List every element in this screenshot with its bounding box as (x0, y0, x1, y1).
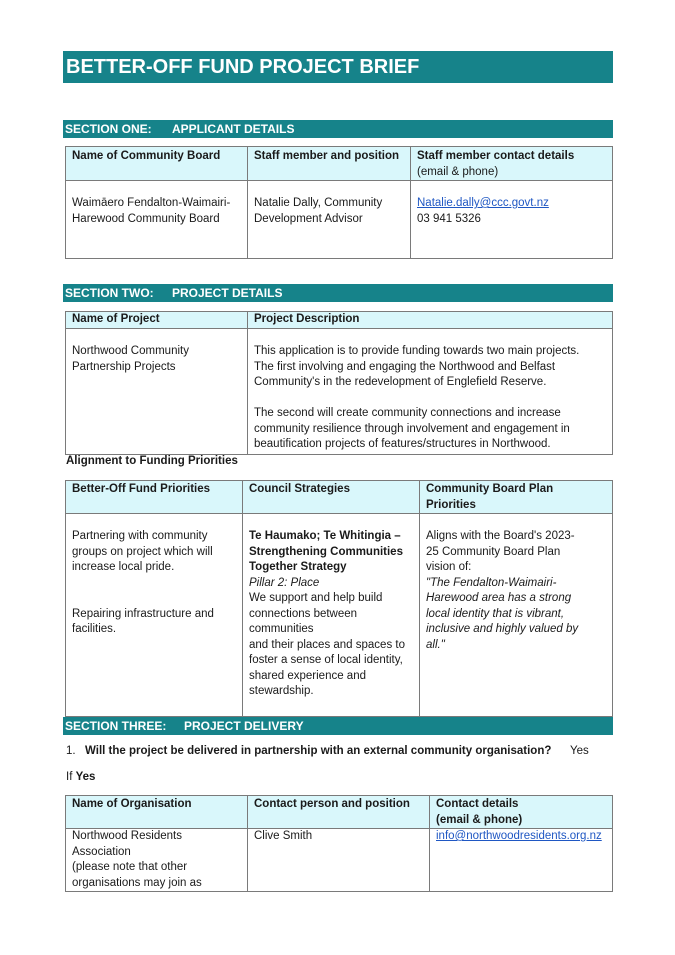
section-one-number: SECTION ONE: (65, 122, 152, 136)
header-fund-priorities: Better-Off Fund Priorities (66, 481, 243, 514)
question-number: 1. (66, 745, 76, 757)
strategy-line: stewardship. (249, 685, 314, 697)
header-contact-person: Contact person and position (248, 796, 430, 829)
section-two-name: PROJECT DETAILS (172, 286, 283, 300)
header-council-strategies: Council Strategies (243, 481, 420, 514)
board-plan-cell (420, 514, 613, 717)
plan-quote-line: Harewood area has a strong (426, 592, 572, 604)
organisation-line: Association (72, 845, 131, 858)
header-community-board: Name of Community Board (66, 147, 248, 181)
strategy-title-line: Strengthening Communities (249, 545, 403, 558)
header-board-plan-line: Community Board Plan (426, 483, 554, 495)
strategy-line: connections between (249, 607, 358, 620)
strategy-line: shared experience and (249, 669, 366, 682)
project-description-cell (248, 329, 613, 455)
header-staff-contact-line2: (email & phone) (417, 165, 499, 178)
contact-person: Clive Smith (254, 830, 313, 842)
if-answer: Yes (75, 771, 96, 783)
header-board-plan-line: Priorities (426, 498, 476, 511)
project-name-line: Northwood Community (72, 345, 189, 357)
section-three-bar (63, 717, 613, 735)
document-title: BETTER-OFF FUND PROJECT BRIEF (63, 51, 613, 83)
description-line: Community's in the redevelopment of Englefield Reserve. (254, 376, 547, 388)
community-board-line: Harewood Community Board (72, 212, 220, 225)
priority-line: increase local pride. (72, 561, 175, 573)
plan-line: vision of: (426, 561, 472, 573)
organisation-line: (please note that other (72, 861, 188, 873)
contact-email-link[interactable]: info@northwoodresidents.org.nz (436, 830, 602, 842)
description-line: community resilience through involvement and engagement in (254, 422, 570, 435)
section-one-name: APPLICANT DETAILS (172, 122, 295, 136)
header-contact-details-line: Contact details (436, 798, 519, 810)
if-yes-label (66, 771, 95, 783)
section-three-number: SECTION THREE: (65, 719, 167, 733)
header-contact-details (430, 796, 613, 829)
question-text: Will the project be delivered in partnership with an external community organisation? (85, 745, 552, 757)
priority-line: Partnering with community (72, 530, 208, 542)
question-answer: Yes (570, 745, 589, 757)
section-two-number: SECTION TWO: (65, 286, 154, 300)
section-one-bar (63, 120, 613, 138)
plan-quote-line: inclusive and highly valued by (426, 623, 579, 635)
if-prefix: If (66, 771, 73, 783)
staff-email-link[interactable]: Natalie.dally@ccc.govt.nz (417, 197, 549, 209)
header-contact-details-line: (email & phone) (436, 813, 523, 826)
description-line: This application is to provide funding towards two main projects. (254, 345, 580, 357)
community-board-line: Waimāero Fendalton-Waimairi- (72, 197, 231, 209)
strategy-pillar: Pillar 2: Place (249, 576, 320, 589)
project-table (65, 311, 613, 455)
staff-member-cell (248, 181, 411, 259)
council-strategies-cell (243, 514, 420, 717)
alignment-table (65, 480, 613, 717)
description-line: The second will create community connections and increase (254, 407, 561, 419)
contact-person-cell (248, 829, 430, 892)
strategy-line: and their places and spaces to (249, 638, 405, 651)
alignment-heading: Alignment to Funding Priorities (66, 455, 238, 467)
section-three-name: PROJECT DELIVERY (184, 719, 304, 733)
organisation-line: organisations may join as (72, 876, 202, 889)
project-name-line: Partnership Projects (72, 360, 176, 373)
plan-line: Aligns with the Board's 2023- (426, 530, 575, 542)
strategy-line: foster a sense of local identity, (249, 654, 403, 666)
project-name-cell (66, 329, 248, 455)
plan-line: 25 Community Board Plan (426, 545, 561, 558)
organisation-cell (66, 829, 248, 892)
strategy-title-line: Te Haumako; Te Whitingia – (249, 530, 401, 542)
priority-line: groups on project which will (72, 545, 213, 558)
plan-quote-line: all." (426, 638, 445, 651)
description-line: The first involving and engaging the Northwood and Belfast (254, 360, 556, 373)
priority-line: Repairing infrastructure and (72, 607, 214, 620)
header-project-description: Project Description (248, 312, 613, 329)
header-organisation: Name of Organisation (66, 796, 248, 829)
staff-phone: 03 941 5326 (417, 212, 481, 225)
strategy-line: We support and help build (249, 592, 383, 604)
section-two-bar (63, 284, 613, 302)
plan-quote-line: local identity that is vibrant, (426, 607, 565, 620)
strategy-title-line: Together Strategy (249, 561, 347, 573)
organisation-table (65, 795, 613, 892)
header-staff-member: Staff member and position (248, 147, 411, 181)
plan-quote-line: "The Fendalton-Waimairi- (426, 576, 557, 589)
header-staff-contact-line1: Staff member contact details (417, 150, 575, 162)
partnership-question (66, 745, 589, 757)
staff-member-line: Development Advisor (254, 212, 363, 225)
contact-details-cell (430, 829, 613, 892)
header-board-plan (420, 481, 613, 514)
description-line: beautification projects of features/structures in Northwood. (254, 438, 551, 450)
staff-contact-cell (411, 181, 613, 259)
header-staff-contact (411, 147, 613, 181)
applicant-table (65, 146, 613, 259)
priority-line: facilities. (72, 623, 117, 635)
staff-member-line: Natalie Dally, Community (254, 197, 383, 209)
fund-priorities-cell (66, 514, 243, 717)
organisation-line: Northwood Residents (72, 830, 182, 842)
strategy-line: communities (249, 623, 314, 635)
community-board-cell (66, 181, 248, 259)
header-project-name: Name of Project (66, 312, 248, 329)
